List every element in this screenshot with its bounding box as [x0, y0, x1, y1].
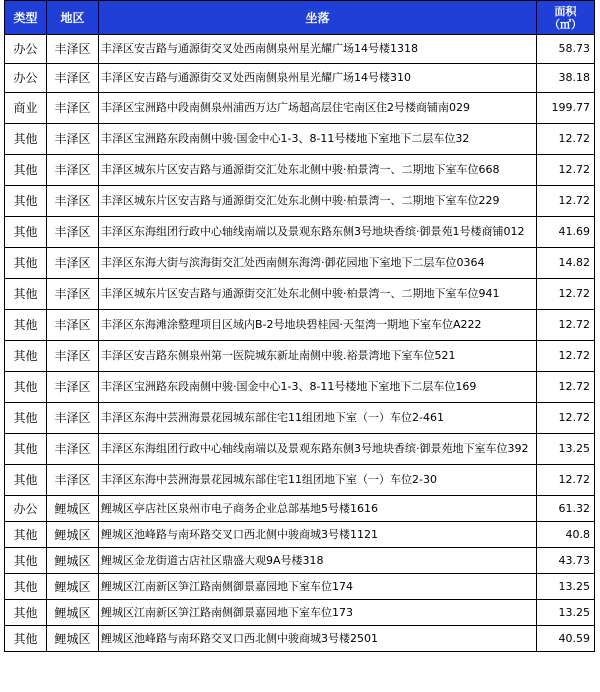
- cell-district: 丰泽区: [47, 372, 99, 403]
- header-location: 坐落: [99, 1, 537, 35]
- cell-type: 其他: [5, 217, 47, 248]
- cell-location: 丰泽区宝洲路东段南侧中骏·国金中心1-3、8-11号楼地下室地下二层车位169: [99, 372, 537, 403]
- cell-type: 其他: [5, 124, 47, 155]
- cell-location: 丰泽区宝洲路东段南侧中骏·国金中心1-3、8-11号楼地下室地下二层车位32: [99, 124, 537, 155]
- cell-district: 丰泽区: [47, 434, 99, 465]
- table-row: [5, 217, 595, 248]
- cell-area: 40.59: [537, 626, 595, 652]
- cell-type: 其他: [5, 155, 47, 186]
- cell-location: 丰泽区东海组团行政中心轴线南端以及景观东路东侧3号地块香缤·御景苑地下室车位392: [99, 434, 537, 465]
- cell-area: 12.72: [537, 186, 595, 217]
- cell-location: 丰泽区城东片区安吉路与通源街交汇处东北侧中骏·柏景湾一、二期地下室车位229: [99, 186, 537, 217]
- cell-location: 丰泽区安吉路与通源街交叉处西南侧泉州星光耀广场14号楼310: [99, 64, 537, 93]
- header-area-label: 面积: [554, 4, 577, 18]
- header-area-unit: （㎡）: [549, 17, 582, 31]
- table-row: [5, 35, 595, 64]
- cell-district: 丰泽区: [47, 186, 99, 217]
- cell-type: 其他: [5, 465, 47, 496]
- cell-area: 12.72: [537, 155, 595, 186]
- header-area: [537, 1, 595, 35]
- table-row: [5, 124, 595, 155]
- table-header-row: [5, 1, 595, 35]
- cell-district: 丰泽区: [47, 279, 99, 310]
- cell-location: 丰泽区安吉路与通源街交叉处西南侧泉州星光耀广场14号楼1318: [99, 35, 537, 64]
- cell-district: 丰泽区: [47, 155, 99, 186]
- table-row: [5, 279, 595, 310]
- cell-area: 12.72: [537, 124, 595, 155]
- cell-area: 38.18: [537, 64, 595, 93]
- cell-location: 丰泽区宝洲路中段南侧泉州浦西万达广场超高层住宅南区住2号楼商铺南029: [99, 93, 537, 124]
- cell-area: 14.82: [537, 248, 595, 279]
- cell-area: 12.72: [537, 372, 595, 403]
- cell-area: 13.25: [537, 600, 595, 626]
- cell-area: 199.77: [537, 93, 595, 124]
- cell-location: 丰泽区东海滩涂整理项目区域内B-2号地块碧桂园·天玺湾一期地下室车位A222: [99, 310, 537, 341]
- cell-district: 鲤城区: [47, 548, 99, 574]
- cell-location: 鲤城区池峰路与南环路交叉口西北侧中骏商城3号楼2501: [99, 626, 537, 652]
- table-row: [5, 310, 595, 341]
- cell-district: 丰泽区: [47, 124, 99, 155]
- cell-type: 办公: [5, 496, 47, 522]
- cell-district: 丰泽区: [47, 341, 99, 372]
- cell-area: 41.69: [537, 217, 595, 248]
- cell-area: 40.8: [537, 522, 595, 548]
- cell-type: 其他: [5, 600, 47, 626]
- cell-area: 13.25: [537, 434, 595, 465]
- cell-area: 13.25: [537, 574, 595, 600]
- cell-type: 其他: [5, 548, 47, 574]
- table-row: [5, 248, 595, 279]
- cell-area: 58.73: [537, 35, 595, 64]
- cell-type: 其他: [5, 522, 47, 548]
- cell-district: 丰泽区: [47, 93, 99, 124]
- cell-type: 其他: [5, 626, 47, 652]
- cell-district: 丰泽区: [47, 403, 99, 434]
- cell-area: 61.32: [537, 496, 595, 522]
- cell-district: 丰泽区: [47, 35, 99, 64]
- table-row: [5, 600, 595, 626]
- cell-location: 丰泽区东海中芸洲海景花园城东部住宅11组团地下室（一）车位2-461: [99, 403, 537, 434]
- cell-type: 办公: [5, 64, 47, 93]
- cell-type: 其他: [5, 310, 47, 341]
- cell-location: 丰泽区东海大街与滨海街交汇处西南侧东海湾·御花园地下室地下二层车位0364: [99, 248, 537, 279]
- cell-area: 12.72: [537, 279, 595, 310]
- cell-location: 丰泽区东海组团行政中心轴线南端以及景观东路东侧3号地块香缤·御景苑1号楼商铺012: [99, 217, 537, 248]
- table-row: [5, 496, 595, 522]
- table-row: [5, 522, 595, 548]
- property-table: [4, 0, 595, 652]
- cell-location: 鲤城区亭店社区泉州市电子商务企业总部基地5号楼1616: [99, 496, 537, 522]
- table-row: [5, 548, 595, 574]
- table-row: [5, 626, 595, 652]
- cell-type: 其他: [5, 279, 47, 310]
- table-row: [5, 186, 595, 217]
- cell-type: 其他: [5, 403, 47, 434]
- cell-district: 鲤城区: [47, 496, 99, 522]
- table-row: [5, 341, 595, 372]
- cell-location: 丰泽区城东片区安吉路与通源街交汇处东北侧中骏·柏景湾一、二期地下室车位668: [99, 155, 537, 186]
- table-row: [5, 64, 595, 93]
- cell-type: 其他: [5, 341, 47, 372]
- cell-district: 丰泽区: [47, 465, 99, 496]
- cell-district: 鲤城区: [47, 522, 99, 548]
- cell-location: 丰泽区东海中芸洲海景花园城东部住宅11组团地下室（一）车位2-30: [99, 465, 537, 496]
- cell-district: 丰泽区: [47, 217, 99, 248]
- table-row: [5, 403, 595, 434]
- header-district: 地区: [47, 1, 99, 35]
- cell-type: 商业: [5, 93, 47, 124]
- cell-district: 丰泽区: [47, 248, 99, 279]
- table-row: [5, 574, 595, 600]
- cell-location: 丰泽区安吉路东侧泉州第一医院城东新址南侧中骏.裕景湾地下室车位521: [99, 341, 537, 372]
- table-row: [5, 155, 595, 186]
- cell-location: 鲤城区池峰路与南环路交叉口西北侧中骏商城3号楼1121: [99, 522, 537, 548]
- cell-district: 丰泽区: [47, 310, 99, 341]
- cell-district: 丰泽区: [47, 64, 99, 93]
- header-type: 类型: [5, 1, 47, 35]
- cell-district: 鲤城区: [47, 574, 99, 600]
- cell-location: 丰泽区城东片区安吉路与通源街交汇处东北侧中骏·柏景湾一、二期地下室车位941: [99, 279, 537, 310]
- cell-location: 鲤城区江南新区笋江路南侧御景嘉园地下室车位174: [99, 574, 537, 600]
- cell-area: 12.72: [537, 310, 595, 341]
- cell-district: 鲤城区: [47, 600, 99, 626]
- table-row: [5, 372, 595, 403]
- cell-type: 其他: [5, 186, 47, 217]
- cell-location: 鲤城区金龙街道古店社区鼎盛大观9A号楼318: [99, 548, 537, 574]
- cell-district: 鲤城区: [47, 626, 99, 652]
- cell-location: 鲤城区江南新区笋江路南侧御景嘉园地下室车位173: [99, 600, 537, 626]
- cell-type: 办公: [5, 35, 47, 64]
- cell-type: 其他: [5, 372, 47, 403]
- cell-type: 其他: [5, 434, 47, 465]
- table-row: [5, 465, 595, 496]
- cell-area: 12.72: [537, 465, 595, 496]
- cell-area: 12.72: [537, 341, 595, 372]
- cell-type: 其他: [5, 574, 47, 600]
- cell-area: 43.73: [537, 548, 595, 574]
- cell-type: 其他: [5, 248, 47, 279]
- cell-area: 12.72: [537, 403, 595, 434]
- table-row: [5, 93, 595, 124]
- table-row: [5, 434, 595, 465]
